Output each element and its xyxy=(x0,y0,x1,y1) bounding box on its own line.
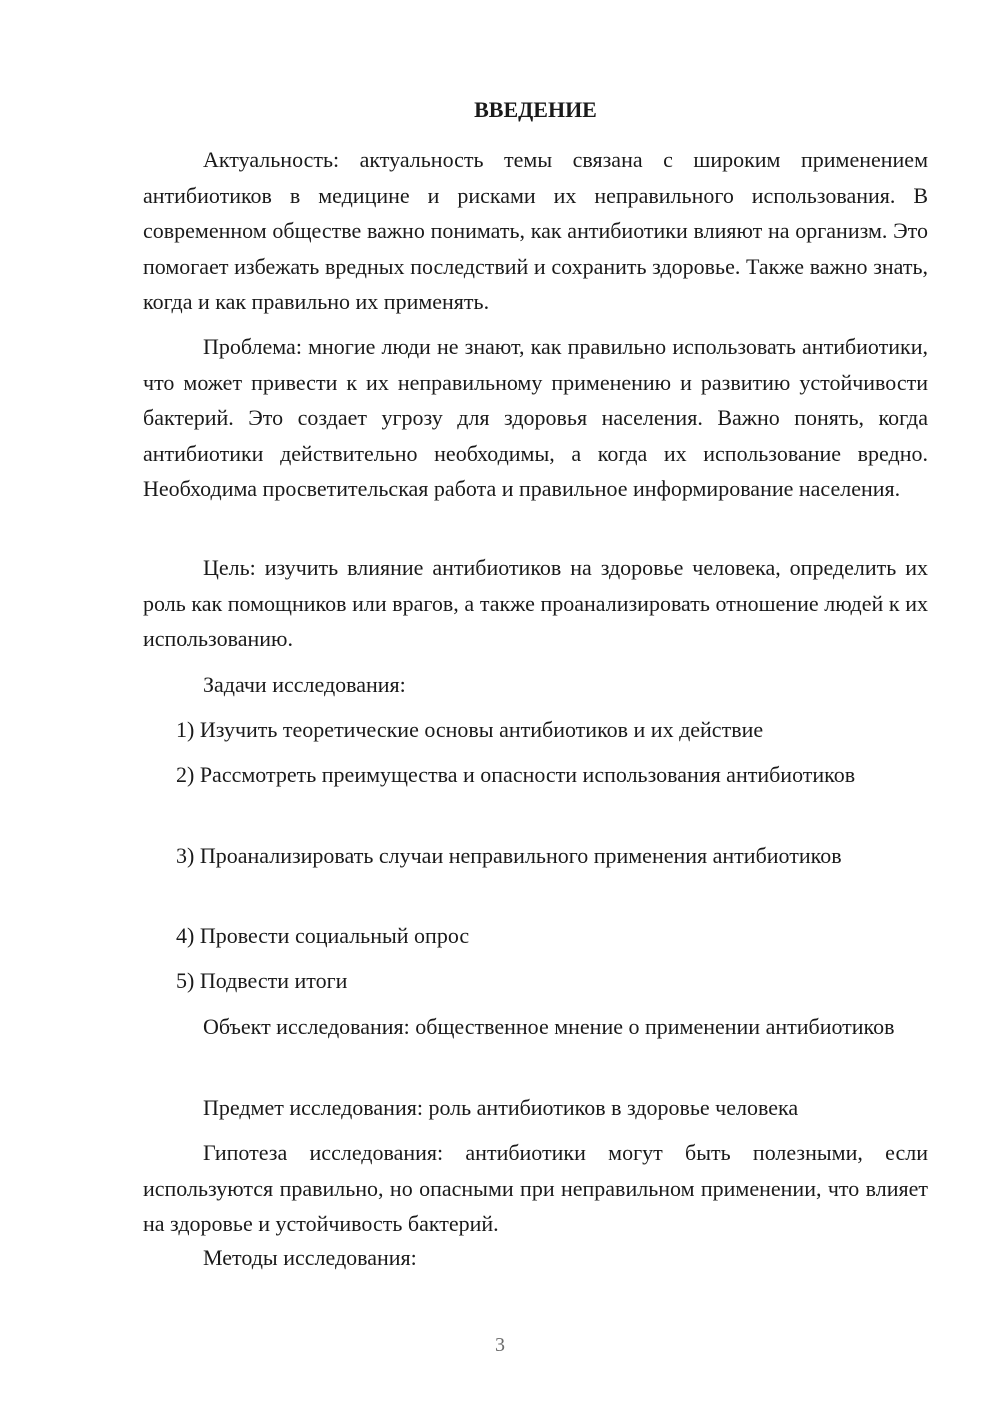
task-item-2: 2) Рассмотреть преимущества и опасности использования антибиотиков xyxy=(176,762,856,787)
page-number: 3 xyxy=(495,1334,505,1356)
paragraph-relevance: Актуальность: актуальность темы связана с широким применением антибиотиков в медицине и рисками их неправильного использования. В современном обществе важно понимать, как антибиотики влияют на организм. Это помогает избежать вредных последствий и сохранить здоровье. Также важно знать, когда и как правильно их применять. xyxy=(143,147,928,314)
paragraph-subject: Предмет исследования: роль антибиотиков в здоровье человека xyxy=(203,1095,799,1120)
task-item-1: 1) Изучить теоретические основы антибиотиков и их действие xyxy=(176,717,764,742)
tasks-heading: Задачи исследования: xyxy=(203,672,406,697)
paragraph-methods: Методы исследования: xyxy=(203,1245,417,1270)
task-item-4: 4) Провести социальный опрос xyxy=(176,923,470,948)
paragraph-hypothesis: Гипотеза исследования: антибиотики могут быть полезными, если используются правильно, но опасными при неправильном применении, что влияет на здоровье и устойчивость бактерий. xyxy=(143,1140,928,1236)
task-item-5: 5) Подвести итоги xyxy=(176,968,348,993)
page-title: ВВЕДЕНИЕ xyxy=(474,97,597,122)
paragraph-problem: Проблема: многие люди не знают, как правильно использовать антибиотики, что может привести к их неправильному применению и развитию устойчивости бактерий. Это создает угрозу для здоровья населения. Важно понять, когда антибиотики действительно необходимы, а когда их использование вредно. Необходима просветительская работа и правильное информирование населения. xyxy=(143,334,928,501)
paragraph-goal: Цель: изучить влияние антибиотиков на здоровье человека, определить их роль как помощников или врагов, а также проанализировать отношение людей к их использованию. xyxy=(143,555,928,651)
task-item-3: 3) Проанализировать случаи неправильного применения антибиотиков xyxy=(176,843,842,868)
paragraph-object: Объект исследования: общественное мнение о применении антибиотиков xyxy=(203,1014,895,1039)
